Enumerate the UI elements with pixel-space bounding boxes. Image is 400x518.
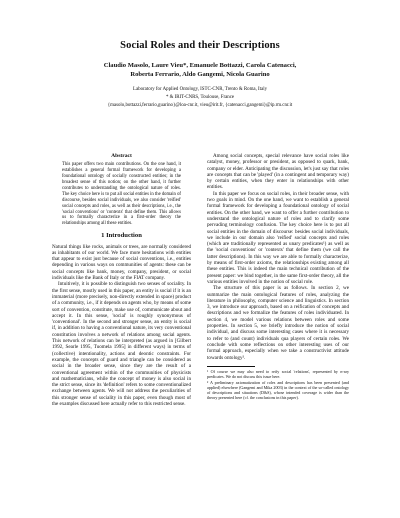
paper-title: Social Roles and their Descriptions <box>120 40 280 51</box>
right-column <box>207 153 349 400</box>
body-paragraph-1: Among social concepts, special relevance have social roles like catalyst, money, professor or president, as opposed to quark, bank, company or elder. Anticipating the discussion, let's just say that roles are concepts that can be 'played' (in a contingent and temporary way) by certain entities, when they enter in relationships with other entities. <box>207 153 349 191</box>
footnote-2: ² A preliminary axiomatization of roles and descriptions has been presented (and applied) elsewhere (Gangemi and Mika 2003) in the context of the so-called ontology of descriptions and situations (D&S), whose intended coverage is wider than the theory presented here (cf. the conclusions in this paper). <box>207 379 349 400</box>
affiliation-line-2: * & IRIT-CNRS, Toulouse, France <box>165 95 235 100</box>
author-line-1: Claudio Masolo, Laure Vieu*, Emanuele Bottazzi, Carola Catenacci, <box>103 62 297 69</box>
left-column <box>52 153 191 407</box>
footnote-1: ¹ Of course we may also need to reify social 'relations', represented by n-ary predicates. We do not discuss this issue here. <box>207 368 349 379</box>
affiliation-line-1: Laboratory for Applied Ontology, ISTC-CNR, Trento & Roma, Italy <box>132 87 268 92</box>
footnote-divider <box>207 366 255 367</box>
abstract-heading: Abstract <box>111 153 132 159</box>
body-paragraph-3: The structure of this paper is as follows. In section 2, we summarize the main ontological features of roles, analyzing the literature in philosophy, computer science and linguistics. In section 3, we introduce our approach, based on a reification of concepts and descriptions and we formalize the features of roles individuated. In section 4, we model various relations between roles and some properties. In section 5, we briefly introduce the notion of social individual, and discuss some interesting cases where it is necessary to refer to (and count) individuals qua players of certain roles. We conclude with some reflections on other interesting uses of our formal approach, especially when we take a constructivist attitude towards ontology². <box>207 285 349 361</box>
author-line-2: Roberta Ferrario, Aldo Gangemi, Nicola Guarino <box>130 71 270 78</box>
intro-paragraph-1: Natural things like rocks, animals or trees, are normally considered as inhabitants of our world. We face more hesitations with entities that appear to exist just because of social conventions, i.e., entities depending in various ways on communities of agents: these can be social concepts like bank, money, company, president, or social individuals like the Bank of Italy or the FIAT company. <box>52 243 191 282</box>
abstract-text: This paper offers two main contributions. On the one hand, it establishes a general formal framework for developing a foundational ontology of socially constructed entities; in the broadest sense of this notion; on the other hand, it further contributes to understanding the ontological nature of roles. The key choice here is to put all social entities in the domain of discourse, besides social individuals, we also consider 'reified' social concepts and roles, as well as their descriptions, i.e., the 'social conventions' or 'contexts' that define them. This allows us to formally characterize in a first-order theory the relationships among all these entities. <box>62 162 181 227</box>
affiliation-emails: {masolo,bottazzi,ferrario,guarino}@loa-cnr.it, vieu@irit.fr, {catenacci,gangemi}@ip.rm.cnr.it <box>107 103 293 108</box>
section-heading-introduction: 1 Introduction <box>101 232 142 240</box>
intro-paragraph-2: Intuitively, it is possible to distinguish two senses of sociality. In the first sense, mostly used in this paper, an entity is social if it is an immaterial (more precisely, non-directly extended in space) product of a community, i.e., if it depends on agents who, by means of some sort of convention, constitute, make use of, communicate about and accept it. In this sense, 'social' is roughly synonymous of 'conventional'. In the second and stronger sense, an entity is social if, in addition to having a conventional nature, its very conventional constitution involves a network of relations among social agents. This network of relations can be interpreted (as argued in [Gilbert 1992, Searle 1995, Tuomela 1995] in different ways) in terms of (collective) intentionality, actions and deontic constraints. For example, the concepts of guard and triangle can be considered as social in the broader sense, since they are the result of a conventional agreement within of the communities of physicists and mathematicians, while the concept of money is also social in the strict sense, since its 'definition' refers to some conventionalized exchange between agents. We will not address the peculiarities of this stronger sense of sociality in this paper, even though most of the examples discussed here actually refer to this restricted sense. <box>52 281 191 407</box>
body-paragraph-2: In this paper we focus on social roles, in their broader sense, with two goals in mind. On the one hand, we want to establish a general formal framework for developing a foundational ontology of social entities. On the other hand, we want to offer a further contribution to understand the ontological nature of roles and to clarify some pervading terminology confusion. The key choice here is to put all social entities in the domain of discourse: besides social individuals, we include in our domain also 'reified' social concepts and roles (which are traditionally represented as unary predicates¹) as well as the 'social conventions' or 'contexts' that define them (we call the latter descriptions). In this way we are able to formally characterize, by means of first-order axioms, the relationships existing among all these entities. This is indeed the main technical contribution of the present paper: we bind together, in the same first-order theory, all the various entities involved in the notion of social role. <box>207 190 349 285</box>
